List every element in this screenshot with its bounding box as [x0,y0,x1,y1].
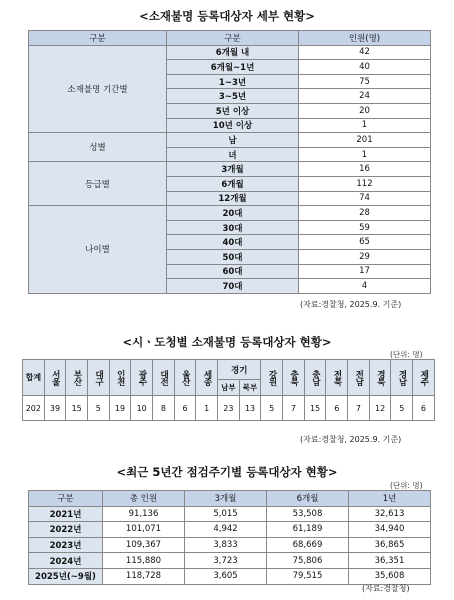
table-header-row [29,31,431,46]
section3-unit: (단위: 명) [390,481,423,490]
row-label: 60대 [167,264,299,279]
row-value: 3,833 [185,537,267,553]
header-category: 구분 [29,31,167,46]
header-subcategory: 구분 [167,31,299,46]
header-region: 경남 [391,360,413,396]
row-value: 109,367 [103,537,185,553]
year-label: 2024년 [29,553,103,569]
header-cell: 총 인원 [103,491,185,507]
row-value: 118,728 [103,568,185,584]
section3-source: (자료:경찰청) [362,584,410,593]
header-region: 충남 [304,360,326,396]
table-row [29,506,431,522]
missing-registrants-detail-table [28,30,431,294]
section3-title: <최근 5년간 점검주기별 등록대상자 현황> [116,465,338,479]
row-value: 20 [299,103,431,118]
header-total: 합계 [23,360,45,396]
table-row [29,162,431,177]
row-label: 5년 이상 [167,103,299,118]
region-value: 5 [391,396,413,421]
row-value: 36,865 [349,537,431,553]
row-label: 6개월 [167,176,299,191]
header-region: 광주 [131,360,153,396]
region-value: 202 [23,396,45,421]
header-gyeonggi-sub: 북부 [239,380,261,396]
region-value: 13 [239,396,261,421]
header-region: 제주 [413,360,435,396]
header-cell: 6개월 [267,491,349,507]
header-region: 부산 [66,360,88,396]
five-year-inspection-cycle-table [28,490,431,585]
header-region: 대전 [153,360,175,396]
table-row [29,45,431,60]
header-region: 인천 [109,360,131,396]
row-label: 30대 [167,220,299,235]
header-count: 인원(명) [299,31,431,46]
row-value: 40 [299,60,431,75]
row-label: 50대 [167,249,299,264]
header-region: 대구 [88,360,110,396]
header-region: 충북 [283,360,305,396]
region-value: 5 [261,396,283,421]
header-gyeonggi-sub: 남부 [218,380,240,396]
row-value: 74 [299,191,431,206]
row-label: 3개월 [167,162,299,177]
row-value: 32,613 [349,506,431,522]
row-label: 남 [167,133,299,148]
table-row [29,522,431,538]
header-region: 강원 [261,360,283,396]
row-value: 53,508 [267,506,349,522]
year-label: 2023년 [29,537,103,553]
region-value: 23 [218,396,240,421]
row-value: 61,189 [267,522,349,538]
row-value: 29 [299,249,431,264]
region-value: 7 [348,396,370,421]
region-value: 6 [413,396,435,421]
row-label: 1~3년 [167,74,299,89]
section2-unit: (단위: 명) [390,350,423,359]
header-cell: 3개월 [185,491,267,507]
table-row [29,537,431,553]
table-row [29,553,431,569]
section2-source: (자료:경찰청, 2025.9. 기준) [300,435,402,444]
header-region: 전북 [326,360,348,396]
row-value: 75 [299,74,431,89]
row-value: 101,071 [103,522,185,538]
year-label: 2022년 [29,522,103,538]
row-label: 녀 [167,147,299,162]
region-value: 1 [196,396,218,421]
row-value: 79,515 [267,568,349,584]
row-value: 75,806 [267,553,349,569]
row-value: 4 [299,279,431,294]
group-label: 소재불명 기간별 [29,45,167,133]
row-value: 115,880 [103,553,185,569]
section2-title: <시ㆍ도청별 소재불명 등록대상자 현황> [122,335,332,349]
header-region: 울산 [174,360,196,396]
region-value: 8 [153,396,175,421]
row-value: 24 [299,89,431,104]
row-label: 6개월 내 [167,45,299,60]
row-value: 42 [299,45,431,60]
header-region: 전남 [348,360,370,396]
row-value: 91,136 [103,506,185,522]
row-value: 35,608 [349,568,431,584]
table-row [29,133,431,148]
row-value: 68,669 [267,537,349,553]
table-row [29,568,431,584]
row-value: 36,351 [349,553,431,569]
group-label: 성별 [29,133,167,162]
row-label: 10년 이상 [167,118,299,133]
header-cell: 1년 [349,491,431,507]
year-label: 2025년(~9월) [29,568,103,584]
row-value: 17 [299,264,431,279]
row-value: 112 [299,176,431,191]
row-label: 20대 [167,206,299,221]
row-value: 65 [299,235,431,250]
section1-title: <소재불명 등록대상자 세부 현황> [139,9,315,23]
row-value: 16 [299,162,431,177]
header-region: 세종 [196,360,218,396]
table-row [29,206,431,221]
region-value: 10 [131,396,153,421]
group-label: 나이별 [29,206,167,294]
row-value: 1 [299,147,431,162]
row-value: 4,942 [185,522,267,538]
header-region: 경북 [369,360,391,396]
group-label: 등급별 [29,162,167,206]
row-value: 3,723 [185,553,267,569]
header-region: 서울 [44,360,66,396]
region-value: 6 [326,396,348,421]
row-value: 34,940 [349,522,431,538]
region-value: 39 [44,396,66,421]
regional-missing-registrants-table [22,359,435,421]
row-value: 1 [299,118,431,133]
region-value: 15 [66,396,88,421]
region-value: 19 [109,396,131,421]
region-value: 6 [174,396,196,421]
row-label: 3~5년 [167,89,299,104]
header-cell: 구분 [29,491,103,507]
year-label: 2021년 [29,506,103,522]
region-value: 7 [283,396,305,421]
row-label: 12개월 [167,191,299,206]
row-label: 40대 [167,235,299,250]
table-header-row [29,491,431,507]
region-value: 15 [304,396,326,421]
row-value: 5,015 [185,506,267,522]
row-value: 201 [299,133,431,148]
row-label: 70대 [167,279,299,294]
row-label: 6개월~1년 [167,60,299,75]
section1-source: (자료:경찰청, 2025.9. 기준) [300,300,402,309]
row-value: 3,605 [185,568,267,584]
row-value: 59 [299,220,431,235]
region-value: 12 [369,396,391,421]
header-gyeonggi: 경기 [218,360,261,380]
row-value: 28 [299,206,431,221]
region-value: 5 [88,396,110,421]
